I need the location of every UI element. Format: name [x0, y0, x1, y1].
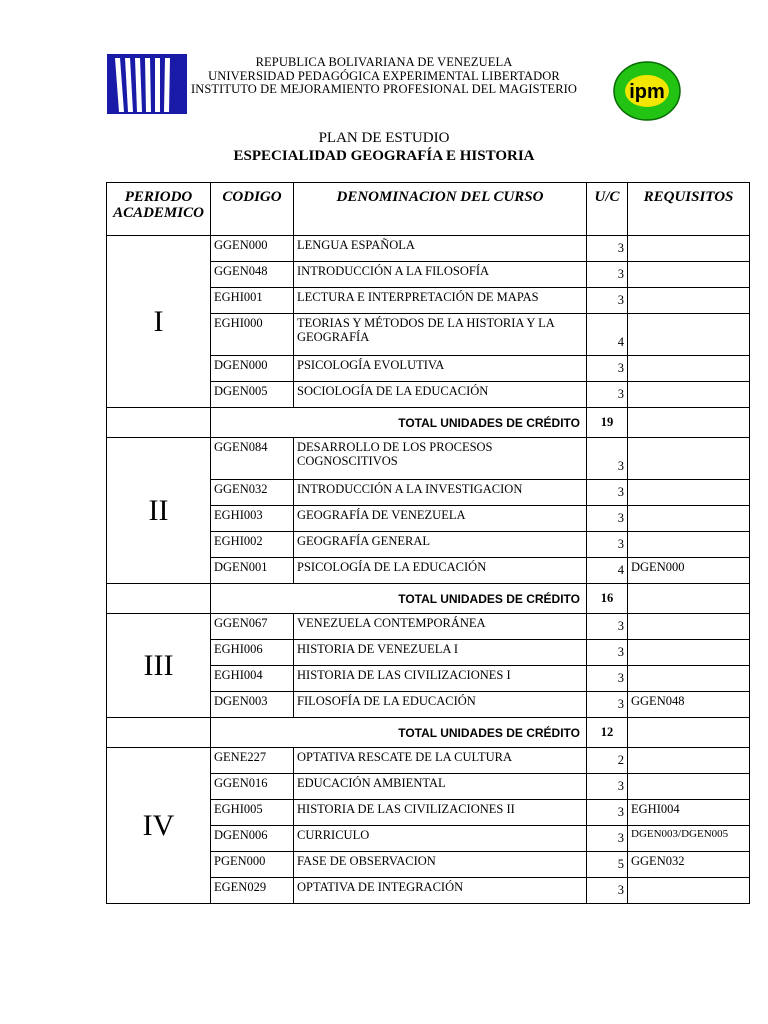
course-uc: 3 [587, 640, 628, 666]
table-row [107, 748, 750, 774]
course-uc: 3 [587, 262, 628, 288]
col-header-periodo: PERIODO ACADEMICO [107, 183, 211, 236]
total-req-empty [628, 718, 750, 748]
course-uc: 3 [587, 438, 628, 480]
total-row [107, 408, 750, 438]
course-name: INTRODUCCIÓN A LA INVESTIGACION [294, 480, 587, 506]
course-uc: 3 [587, 826, 628, 852]
total-label: TOTAL UNIDADES DE CRÉDITO [211, 584, 587, 614]
period-label: III [107, 614, 211, 718]
header-line-3: INSTITUTO DE MEJORAMIENTO PROFESIONAL DEL MAGISTERIO [190, 82, 578, 96]
course-req [628, 748, 750, 774]
course-uc: 3 [587, 532, 628, 558]
course-uc: 3 [587, 878, 628, 904]
col-header-denominacion: DENOMINACION DEL CURSO [294, 183, 587, 236]
col-header-requisitos: REQUISITOS [628, 183, 750, 236]
total-row [107, 584, 750, 614]
course-code: GENE227 [211, 748, 294, 774]
course-name: CURRICULO [294, 826, 587, 852]
course-name: PSICOLOGÍA DE LA EDUCACIÓN [294, 558, 587, 584]
course-code: EGHI005 [211, 800, 294, 826]
period-label: IV [107, 748, 211, 904]
course-req [628, 666, 750, 692]
course-name: DESARROLLO DE LOS PROCESOS COGNOSCITIVOS [294, 438, 587, 480]
course-req [628, 878, 750, 904]
course-name: FASE DE OBSERVACION [294, 852, 587, 878]
col-header-codigo: CODIGO [211, 183, 294, 236]
course-code: GGEN016 [211, 774, 294, 800]
course-req [628, 532, 750, 558]
course-uc: 3 [587, 236, 628, 262]
course-uc: 3 [587, 774, 628, 800]
course-req [628, 262, 750, 288]
course-uc: 4 [587, 558, 628, 584]
course-name: HISTORIA DE LAS CIVILIZACIONES II [294, 800, 587, 826]
course-code: EGEN029 [211, 878, 294, 904]
total-spacer [107, 584, 211, 614]
course-name: LECTURA E INTERPRETACIÓN DE MAPAS [294, 288, 587, 314]
table-row [107, 236, 750, 262]
course-code: GGEN048 [211, 262, 294, 288]
course-code: GGEN067 [211, 614, 294, 640]
period-label: II [107, 438, 211, 584]
course-code: DGEN005 [211, 382, 294, 408]
course-req [628, 480, 750, 506]
course-name: VENEZUELA CONTEMPORÁNEA [294, 614, 587, 640]
course-req [628, 640, 750, 666]
course-req [628, 506, 750, 532]
course-name: LENGUA ESPAÑOLA [294, 236, 587, 262]
course-code: GGEN000 [211, 236, 294, 262]
course-name: OPTATIVA DE INTEGRACIÓN [294, 878, 587, 904]
course-uc: 2 [587, 748, 628, 774]
study-plan-table [106, 182, 750, 904]
course-name: HISTORIA DE VENEZUELA I [294, 640, 587, 666]
course-uc: 3 [587, 356, 628, 382]
header-line-1: REPUBLICA BOLIVARIANA DE VENEZUELA [255, 55, 513, 69]
course-code: DGEN000 [211, 356, 294, 382]
col-header-uc: U/C [587, 183, 628, 236]
course-code: GGEN032 [211, 480, 294, 506]
course-code: DGEN006 [211, 826, 294, 852]
course-uc: 3 [587, 692, 628, 718]
course-req: EGHI004 [628, 800, 750, 826]
course-uc: 3 [587, 506, 628, 532]
course-uc: 3 [587, 382, 628, 408]
total-value: 16 [587, 584, 628, 614]
course-uc: 3 [587, 800, 628, 826]
course-req [628, 614, 750, 640]
course-name: EDUCACIÓN AMBIENTAL [294, 774, 587, 800]
ipm-logo [612, 60, 682, 122]
specialty-title: ESPECIALIDAD GEOGRAFÍA E HISTORIA [233, 148, 535, 164]
course-name: INTRODUCCIÓN A LA FILOSOFÍA [294, 262, 587, 288]
course-req: DGEN000 [628, 558, 750, 584]
table-row [107, 438, 750, 480]
total-req-empty [628, 584, 750, 614]
header-line-2: UNIVERSIDAD PEDAGÓGICA EXPERIMENTAL LIBERTADOR [208, 68, 560, 83]
total-req-empty [628, 408, 750, 438]
course-name: PSICOLOGÍA EVOLUTIVA [294, 356, 587, 382]
total-value: 19 [587, 408, 628, 438]
course-code: EGHI004 [211, 666, 294, 692]
course-req [628, 438, 750, 480]
total-row [107, 718, 750, 748]
course-code: DGEN003 [211, 692, 294, 718]
total-label: TOTAL UNIDADES DE CRÉDITO [211, 408, 587, 438]
course-code: EGHI000 [211, 314, 294, 356]
course-uc: 3 [587, 480, 628, 506]
table-row [107, 614, 750, 640]
course-req [628, 288, 750, 314]
total-value: 12 [587, 718, 628, 748]
course-name: TEORIAS Y MÉTODOS DE LA HISTORIA Y LA GEOGRAFÍA [294, 314, 587, 356]
course-uc: 3 [587, 614, 628, 640]
course-uc: 3 [587, 288, 628, 314]
course-code: DGEN001 [211, 558, 294, 584]
course-req [628, 236, 750, 262]
course-req [628, 356, 750, 382]
course-name: FILOSOFÍA DE LA EDUCACIÓN [294, 692, 587, 718]
course-req [628, 382, 750, 408]
total-spacer [107, 408, 211, 438]
total-spacer [107, 718, 211, 748]
course-name: GEOGRAFÍA GENERAL [294, 532, 587, 558]
course-uc: 4 [587, 314, 628, 356]
course-req [628, 774, 750, 800]
course-code: EGHI001 [211, 288, 294, 314]
course-uc: 3 [587, 666, 628, 692]
course-uc: 5 [587, 852, 628, 878]
course-name: SOCIOLOGÍA DE LA EDUCACIÓN [294, 382, 587, 408]
course-code: EGHI002 [211, 532, 294, 558]
course-code: GGEN084 [211, 438, 294, 480]
plan-title: PLAN DE ESTUDIO [318, 130, 450, 146]
course-code: EGHI006 [211, 640, 294, 666]
total-label: TOTAL UNIDADES DE CRÉDITO [211, 718, 587, 748]
course-req: DGEN003/DGEN005 [628, 826, 750, 852]
course-name: GEOGRAFÍA DE VENEZUELA [294, 506, 587, 532]
period-label: I [107, 236, 211, 408]
course-name: OPTATIVA RESCATE DE LA CULTURA [294, 748, 587, 774]
course-req [628, 314, 750, 356]
course-req: GGEN032 [628, 852, 750, 878]
course-req: GGEN048 [628, 692, 750, 718]
course-code: PGEN000 [211, 852, 294, 878]
course-name: HISTORIA DE LAS CIVILIZACIONES I [294, 666, 587, 692]
ipm-logo-text: ipm [629, 81, 665, 103]
table-header-row [107, 183, 750, 236]
course-code: EGHI003 [211, 506, 294, 532]
